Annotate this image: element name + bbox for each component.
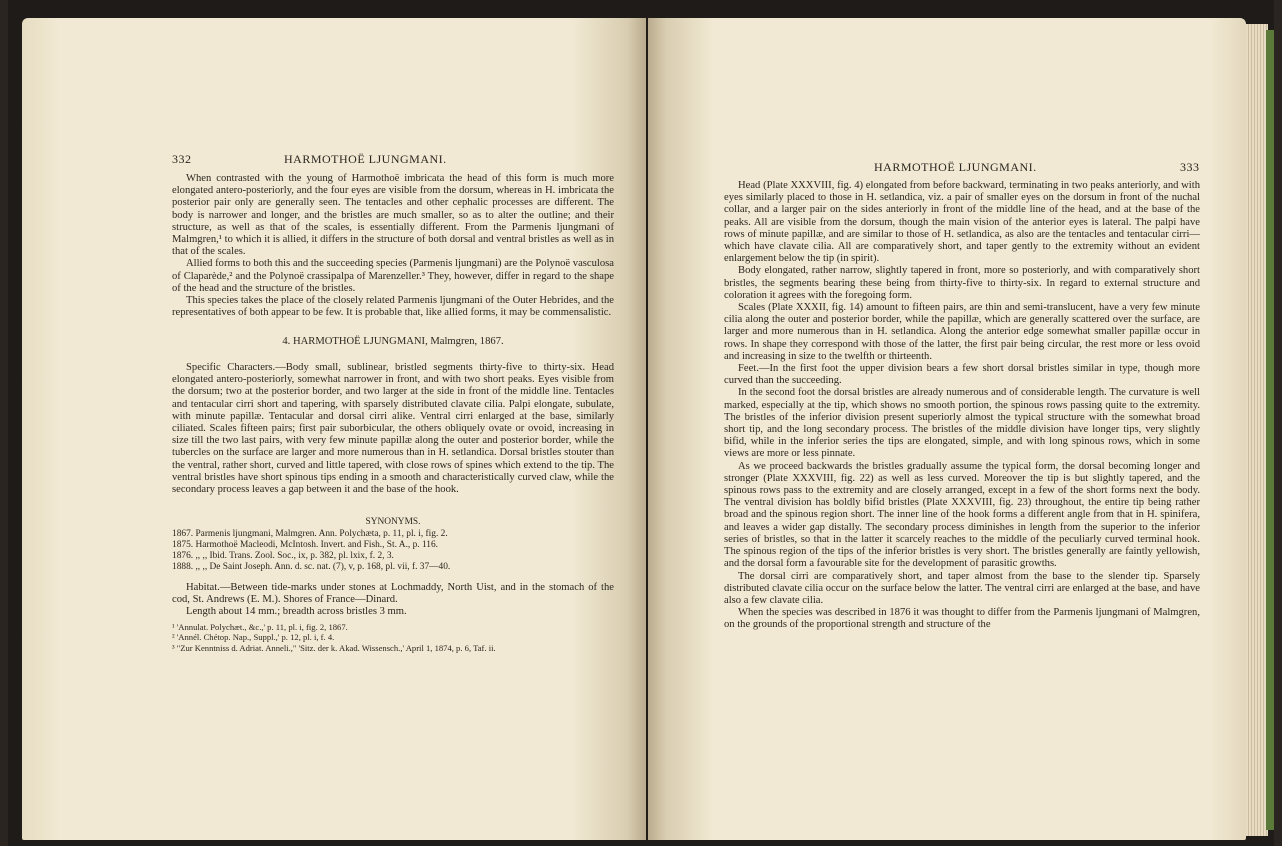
paragraph: Allied forms to both this and the succeeding species (Parmenis ljungmani) are the Polynoë vasculosa of Claparède,² and the Polynoë crassipalpa of Marenzeller.³ They, however, differ in regard to the shape of the head and the structure of the bristles. [172, 258, 614, 294]
paragraph: As we proceed backwards the bristles gradually assume the typical form, the dorsal becoming longer and stronger (Plate XXXVIII, fig. 22) as well as less curved. Moreover the tip is but slightly tapered, and the spinous rows pass to the extremity and are closely arranged, except in a few of the short forms next the body. The ventral division has boldly bifid bristles (Plate XXXVIII, fig. 23) throughout, the entire tip being rather broad and the spinous region short. The inner line of the hook forms a different angle from that in H. spinifera, and leaves a wider gap distally. The secondary process diminishes in length from the superior to the inferior series of bristles, so that in the latter it scarcely reaches to the middle of the peculiarly curved terminal hook. The spinous region of the tips of the inferior bristles is very short. The bristles generally are faintly yellowish, and the dorsal form a favourable site for the development of parasitic growths. [724, 460, 1200, 570]
section-title: 4. HARMOTHOË LJUNGMANI, Malmgren, 1867. [282, 336, 504, 347]
right-page [648, 18, 1246, 840]
page-number: 333 [1180, 160, 1200, 174]
book-spread [8, 0, 1274, 846]
synonym-entry: 1888. ,, ,, De Saint Joseph. Ann. d. sc. nat. (7), v, p. 168, pl. vii, f. 37—40. [172, 562, 451, 572]
paragraph: Feet.—In the first foot the upper division bears a few short dorsal bristles similar in type, though more curved than the succeeding. [724, 363, 1200, 387]
specific-characters-block [172, 362, 614, 496]
bookmark-ribbon [1266, 30, 1274, 830]
synonym-entry: 1876. ,, ,, Ibid. Trans. Zool. Soc., ix, p. 382, pl. lxix, f. 2, 3. [172, 551, 394, 561]
running-head: HARMOTHOË LJUNGMANI. [874, 160, 1037, 174]
page-number: 332 [172, 152, 192, 166]
footnotes [172, 622, 614, 653]
footnote: ¹ 'Annulat. Polychæt., &c.,' p. 11, pl. i, fig. 2, 1867. [172, 622, 348, 632]
habitat: Habitat.—Between tide-marks under stones at Lochmaddy, North Uist, and in the stomach of the cod, St. Andrews (E. M.). Shores of France—Dinard. [172, 582, 614, 606]
intro-text [172, 173, 614, 319]
paragraph: Body elongated, rather narrow, slightly tapered in front, more so posteriorly, and with comparatively short bristles, the segments bearing these being from thirty-five to thirty-six. In regard to external structure and coloration it agrees with the foregoing form. [724, 265, 1200, 301]
paragraph: The dorsal cirri are comparatively short, and taper almost from the base to the slender tip. Sparsely distributed clavate cilia occur on the surface below the latter. The ventral cirri are enlarged at the base, and have also a few clavate cilia. [724, 570, 1200, 606]
footnote: ² 'Annél. Chétop. Nap., Suppl.,' p. 12, pl. i, f. 4. [172, 632, 335, 643]
left-page [22, 18, 646, 840]
paragraph: Head (Plate XXXVIII, fig. 4) elongated from before backward, terminating in two peaks anteriorly, and with eyes similarly placed to those in H. setlandica, viz. a pair of smaller eyes on the dorsum in front of the nuchal collar, and a larger pair on the sides anteriorly in front of the middle line of the head, and at the base of the peaks. All are visible from the dorsum, though the main vision of the anterior eyes is lateral. The palpi have rows of minute papillæ, and are similar to those of H. setlandica, as also are the tentacles and tentacular cirri—which have clavate cilia. All are comparatively short, and taper gently to the extremity without an evident enlargement below the tip (in spirit). [724, 180, 1200, 265]
footnote: ³ "Zur Kenntniss d. Adriat. Anneli.," 'Sitz. der k. Akad. Wissensch.,' April 1, 1874, p. 6, Taf. ii. [172, 642, 496, 653]
length: Length about 14 mm.; breadth across bristles 3 mm. [186, 606, 407, 618]
paragraph: In the second foot the dorsal bristles are already numerous and of considerable length. The curvature is well marked, especially at the tip, which shows no smooth portion, the spinous rows passing quite to the extremity. The bristles of the inferior division present superiorly almost the typical structure with the somewhat broad short tip, and the long secondary process. The bristles of the middle division have longer tips, very slightly bifid, while in the inferior series the tips are elongated, simple, and with long spinous rows, which in some views are more or less pinnate. [724, 387, 1200, 460]
specific-characters: Specific Characters.—Body small, sublinear, bristled segments thirty-five to thirty-six. Head elongated antero-posteriorly, somewhat narrower in front, and with two short peaks. Eyes visible from the dorsum; two at the posterior border, and two larger at the side in front of the middle line. Tentacles and tentacular cirri short and tapering, with sparsely distributed clavate cilia. Palpi elongate, subulate, with minute papillæ. Tentacular and dorsal cirri alike. Ventral cirri enlarged at the base, similarly ciliated. Scales fifteen pairs; first pair suborbicular, the others obliquely ovate or ovoid, increasing in size till the two last pairs, with very few minute papillæ along the outer and posterior border, while the tubercles on the surface are larger and more numerous than in H. setlandica. Dorsal bristles stouter than the ventral, rather short, curved and little tapered, with close rows of spines which extend to the tip. The ventral bristles have short spinous tips ending in a smooth and characteristically curved claw, while the secondary process leaves a gap between it and the base of the hook. [172, 362, 614, 496]
paragraph: When the species was described in 1876 it was thought to differ from the Parmenis ljungmani of Malmgren, on the grounds of the proportional strength and structure of the [724, 607, 1200, 631]
running-head: HARMOTHOË LJUNGMANI. [284, 152, 447, 166]
section-title-block [172, 336, 614, 348]
body-text [724, 180, 1200, 632]
synonym-entry: 1867. Parmenis ljungmani, Malmgren. Ann. Polychæta, p. 11, pl. i, fig. 2. [172, 529, 448, 539]
habitat-block [172, 582, 614, 619]
page-edges [1246, 24, 1268, 836]
paragraph: When contrasted with the young of Harmothoë imbricata the head of this form is much more elongated antero-posteriorly, and the four eyes are visible from the dorsum, whereas in H. imbricata the posterior pair only are generally seen. The tentacles and other cephalic processes are different. The body is narrower and longer, and the bristles are much smaller, so as to alter the outline; and their structure, as well as that of the scales, is essentially different. From the Parmenis ljungmani of Malmgren,¹ to which it is allied, it differs in the structure of both dorsal and ventral bristles as well as in that of the scales. [172, 173, 614, 258]
synonym-entry: 1875. Harmothoë Macleodi, McIntosh. Invert. and Fish., St. A., p. 116. [172, 540, 439, 550]
synonyms-title-block [172, 516, 614, 528]
paragraph: Scales (Plate XXXII, fig. 14) amount to fifteen pairs, are thin and semi-translucent, have a very few minute cilia along the outer and posterior border, while the papillæ, which are generally scattered over the surface, are larger and more numerous than in H. setlandica. Along the anterior edge somewhat smaller papillæ occur in rows. In shape they correspond with those of the latter, the first pair being circular, the rest more or less ovoid and increasing in size to the twelfth or thirteenth. [724, 302, 1200, 362]
synonyms-list [172, 529, 614, 573]
synonyms-title: SYNONYMS. [365, 517, 421, 527]
paragraph: This species takes the place of the closely related Parmenis ljungmani of the Outer Hebrides, and the representatives of both appear to be few. It is probable that, like allied forms, it may be commensalistic. [172, 295, 614, 319]
